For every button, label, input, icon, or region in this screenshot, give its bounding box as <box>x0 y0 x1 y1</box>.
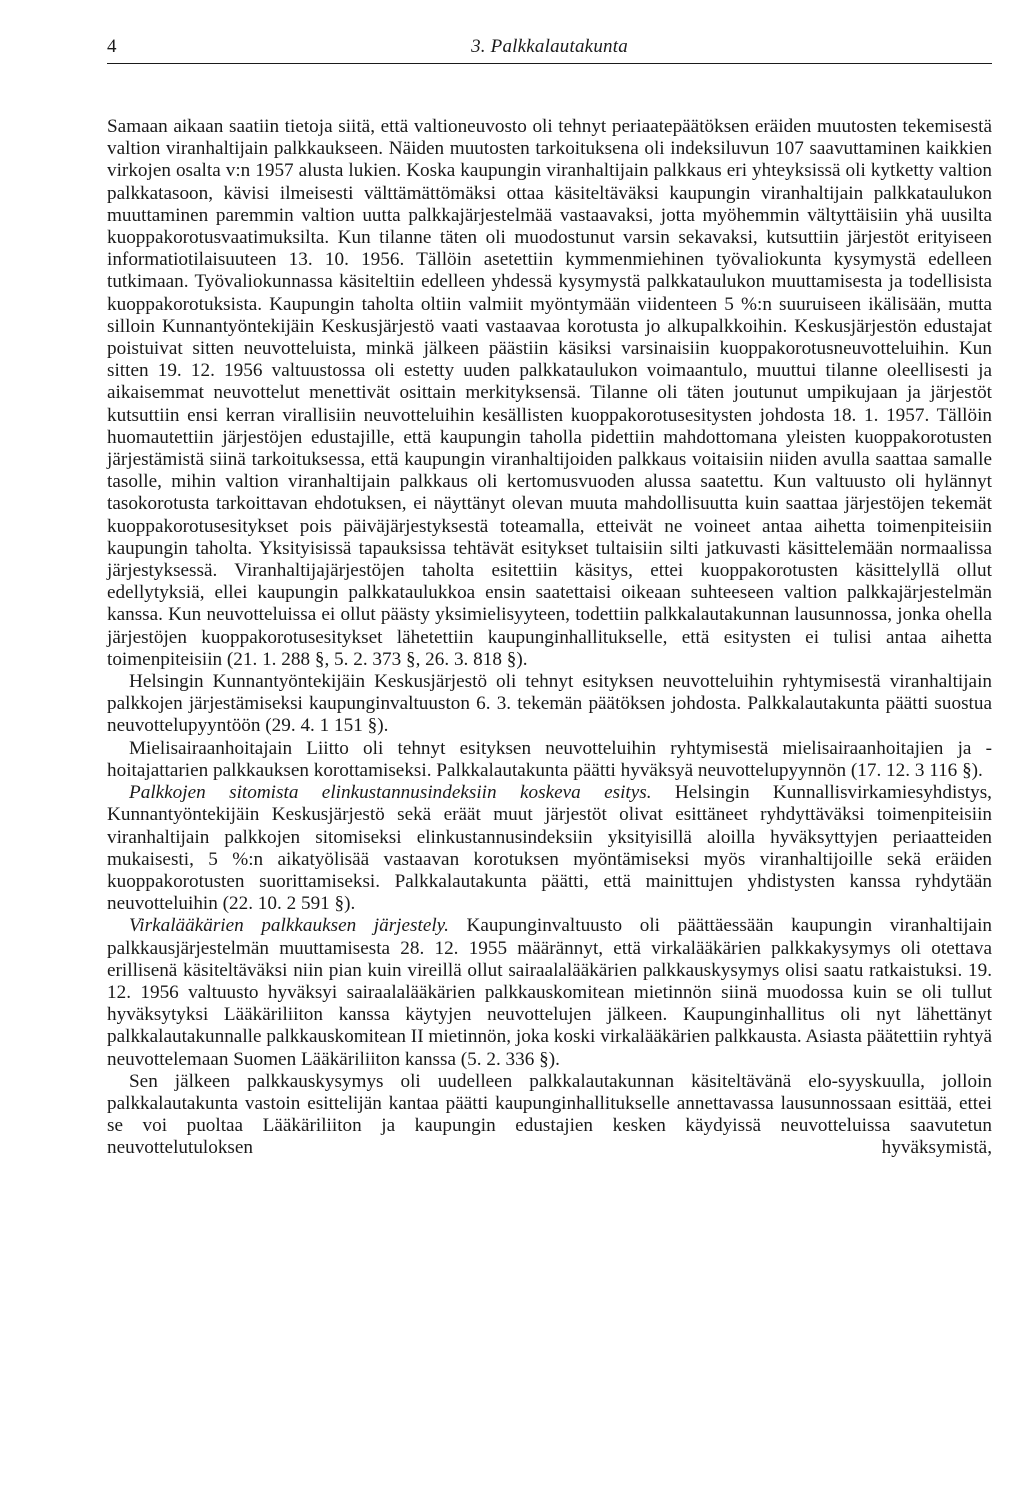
paragraph <box>107 915 992 1070</box>
paragraph-text: Helsingin Kunnallisvirkamiesyhdistys, Kunnantyöntekijäin Keskusjärjestö sekä eräät muut järjestöt olivat esittäneet ryhdyttäväksi toimenpiteisiin viranhaltijain palkkojen sitomiseksi elinkustannusindeksiin yksityisillä aloilla hyväksyttyjen periaatteiden mukaisesti, 5 %:n aikatyölisää vastaavan korotuksen myöntämiseksi myös viranhaltijoille sekä eräiden kuoppakorotusten suorittamiseksi. Palkkalautakunta päätti, että mainittujen yhdistysten kanssa ryhdytään neuvotteluihin (22. 10. 2 591 §). <box>107 782 992 915</box>
running-head: 3. Palkkalautakunta <box>471 36 628 57</box>
document-page <box>107 30 992 1160</box>
paragraph <box>107 782 992 915</box>
paragraph <box>107 1071 992 1160</box>
paragraph-text: Kaupunginvaltuusto oli päättäessään kaupungin viranhaltijain palkkausjärjestelmän muuttamisesta 28. 12. 1955 määrännyt, että virkalääkärien palkkakysymys oli otettava erillisenä käsiteltäväksi niin pian kuin vireillä ollut sairaalalääkärien palkkauskysymys olisi saatu ratkaistuksi. 19. 12. 1956 valtuusto hyväksyi sairaalalääkärien palkkauskomitean mietinnön siinä muodossa kuin se oli tullut hyväksytyksi Lääkäriliiton kanssa käytyjen neuvottelujen jälkeen. Kaupunginhallitus oli nyt lähettänyt palkkalautakunnalle palkkauskomitean II mietinnön, joka koski virkalääkärien palkkausta. Asiasta päätettiin ryhtyä neuvottelemaan Suomen Lääkäriliiton kanssa (5. 2. 336 §). <box>107 915 992 1070</box>
page-number: 4 <box>107 36 117 57</box>
paragraph-text: Samaan aikaan saatiin tietoja siitä, että valtioneuvosto oli tehnyt periaatepäätöksen eräiden muutosten tekemisestä valtion viranhaltijain palkkaukseen. Näiden muutosten tarkoituksena oli indeksiluvun 107 saavuttaminen kaikkien virkojen osalta v:n 1957 alusta lukien. Koska kaupungin viranhaltijain palkkaus eri yhteyksissä oli kytketty valtion palkkatasoon, kävisi ilmeisesti välttämättömäksi ottaa käsiteltäväksi kaupungin viranhaltijain palkkataulukon muuttaminen paremmin valtion uutta palkkajärjestelmää vastaavaksi, jotta myöhemmin vältyttäisiin yhä uusilta kuoppakorotusvaatimuksilta. Kun tilanne täten oli muodostunut varsin sekavaksi, kutsuttiin järjestöt erityiseen informatiotilaisuuteen 13. 10. 1956. Tällöin asetettiin kymmenmiehinen työvaliokunta kysymystä edelleen tutkimaan. Työvaliokunnassa käsiteltiin edelleen yhdessä kysymystä palkkataulukon muuttamisesta ja todellisista kuoppakorotuksista. Kaupungin taholta oltiin valmiit myöntymään viidenteen 5 %:n suuruiseen ikälisään, mutta silloin Kunnantyöntekijäin Keskusjärjestö vaati vastaavaa korotusta jo alkupalkkoihin. Keskusjärjestön edustajat poistuivat sitten neuvotteluista, minkä jälkeen päästiin käsiksi varsinaisiin kuoppakorotusneuvotteluihin. Kun sitten 19. 12. 1956 valtuustossa oli estetty uuden palkkataulukon voimaantulo, muuttui tilanne oleellisesti ja aikaisemmat neuvottelut menettivät osittain merkityksensä. Tilanne oli täten joutunut umpikujaan ja järjestöt kutsuttiin ensi kerran virallisiin neuvotteluihin kesällisten kuoppakorotusesitysten johdosta 18. 1. 1957. Tällöin huomautettiin järjestöjen edustajille, että kaupungin taholla pidettiin mahdottomana yleisten kuoppakorotusten järjestämistä siinä tarkoituksessa, että kaupungin viranhaltijoiden palkkaus voitaisiin niiden avulla saattaa samalle tasolle, mihin valtion viranhaltijain palkkaus oli kertomusvuoden alussa saatettu. Kun valtuusto oli hylännyt tasokorotusta tarkoittavan ehdotuksen, ei näyttänyt olevan muuta mahdollisuutta kuin saattaa järjestöjen tekemät kuoppakorotusesitykset pois päiväjärjestyksestä toteamalla, etteivät ne voineet antaa aihetta toimenpiteisiin kaupungin taholta. Yksityisissä tapauksissa tehtävät esitykset tultaisiin silti jatkuvasti käsittelemään normaalissa järjestyksessä. Viranhaltijajärjestöjen taholta esitettiin käsitys, ettei kuoppakorotusten käsittelyllä ollut edellytyksiä, ellei kaupungin palkkataulukkoa ensin saatettaisi oikeaan suhteeseen valtion palkkajärjestelmän kanssa. Kun neuvotteluissa ei ollut päästy yksimielisyyteen, todettiin palkkalautakunnan lausunnossa, jonka ohella järjestöjen kuoppakorotusesitykset lähetettiin kaupunginhallitukselle, että esitysten ei tulisi antaa aihetta toimenpiteisiin (21. 1. 288 §, 5. 2. 373 §, 26. 3. 818 §). <box>107 116 992 670</box>
paragraph <box>107 116 992 671</box>
paragraph-text: Helsingin Kunnantyöntekijäin Keskusjärjestö oli tehnyt esityksen neuvotteluihin ryhtymisestä viranhaltijain palkkojen järjestämiseksi kaupunginvaltuuston 6. 3. tekemän päätöksen johdosta. Palkkalautakunta päätti suostua neuvottelupyyntöön (29. 4. 1 151 §). <box>107 671 992 737</box>
page-header <box>107 30 992 60</box>
body-text <box>107 116 992 1160</box>
header-rule <box>107 63 992 64</box>
paragraph <box>107 671 992 738</box>
paragraph-text: Sen jälkeen palkkauskysymys oli uudelleen palkkalautakunnan käsiteltävänä elo-syyskuulla, jolloin palkkalautakunta vastoin esittelijän kantaa päätti kaupunginhallitukselle annettavassa lausunnossaan esittää, ettei se voi puoltaa Lääkäriliiton ja kaupungin edustajien kesken käydyissä neuvotteluissa saavutetun neuvottelutuloksen hyväksymistä, <box>107 1070 992 1159</box>
paragraph-text: Mielisairaanhoitajain Liitto oli tehnyt esityksen neuvotteluihin ryhtymisestä mielisairaanhoitajien ja -hoitajattarien palkkauksen korottamiseksi. Palkkalautakunta päätti hyväksyä neuvottelupyynnön (17. 12. 3 116 §). <box>107 737 992 781</box>
run-in-heading: Palkkojen sitomista elinkustannusindeksiin koskeva esitys. <box>129 782 652 804</box>
paragraph <box>107 738 992 782</box>
run-in-heading: Virkalääkärien palkkauksen järjestely. <box>129 915 449 937</box>
